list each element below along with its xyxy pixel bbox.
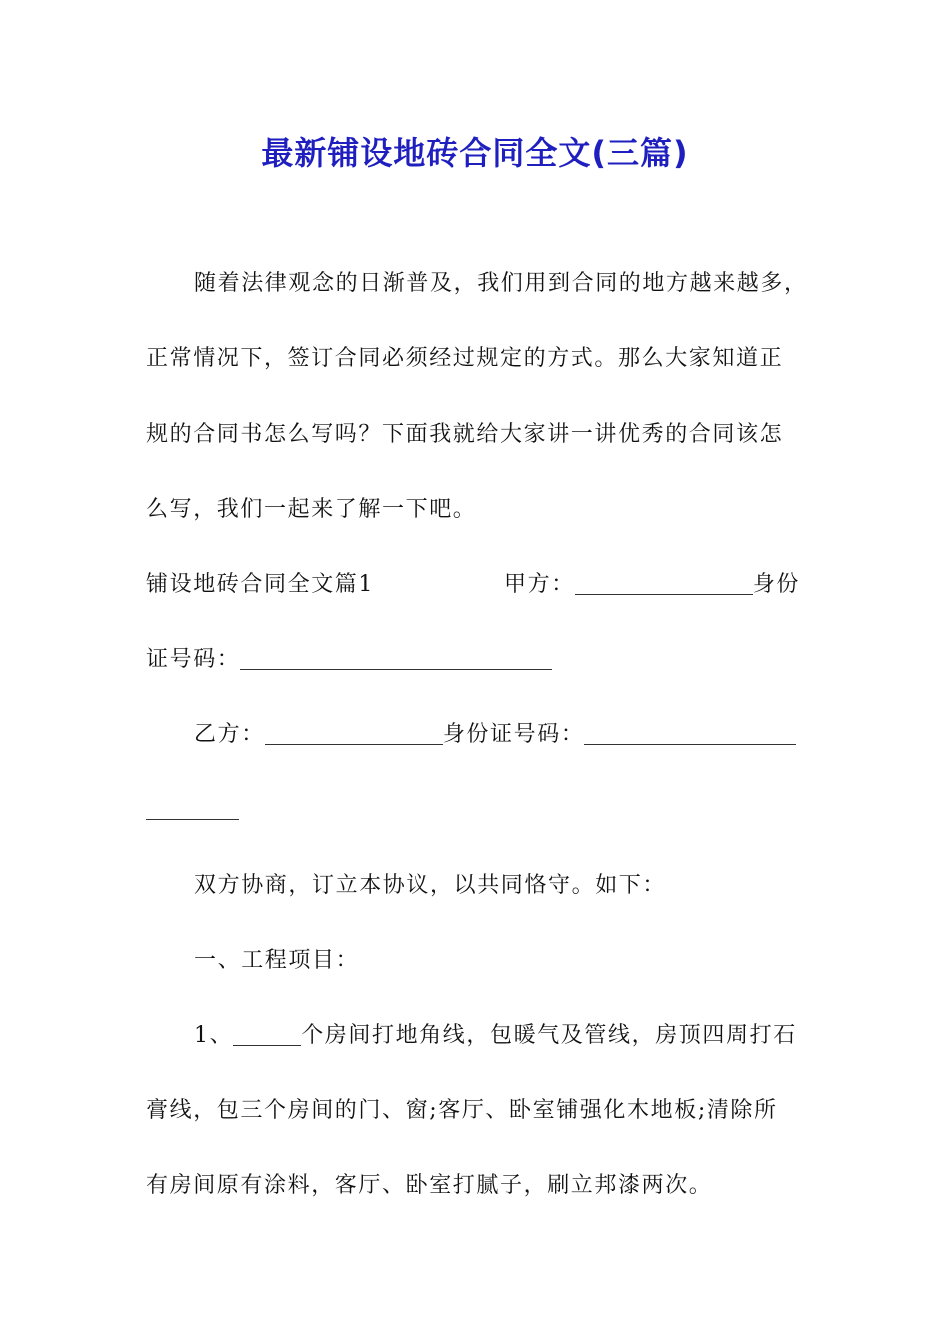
party-b-name-blank: [265, 722, 443, 745]
item1-prefix: 1、: [194, 1023, 234, 1048]
party-b-id-blank: [584, 722, 796, 745]
party-a-name-blank: [575, 572, 753, 595]
intro-line-3: 规的合同书怎么写吗？下面我就给大家讲一讲优秀的合同该怎: [146, 422, 784, 447]
item1-line-1: [194, 1016, 797, 1056]
agreement-line: 双方协商，订立本协议，以共同恪守。如下：: [194, 873, 667, 898]
item-heading: 一、工程项目：: [194, 948, 360, 973]
item1-line-3: 有房间原有涂料，客厅、卧室打腻子，刷立邦漆两次。: [146, 1173, 713, 1198]
party-a-id-blank: [240, 647, 552, 670]
party-b-row: [194, 715, 796, 755]
document-title: 最新铺设地砖合同全文(三篇): [261, 134, 689, 172]
section-heading: 铺设地砖合同全文篇1: [146, 572, 374, 597]
item1-line-2: 膏线，包三个房间的门、窗;客厅、卧室铺强化木地板;清除所: [146, 1098, 778, 1123]
item1-line-1-text: 个房间打地角线，包暖气及管线，房顶四周打石: [301, 1023, 797, 1048]
party-a-id-label-end: 证号码：: [146, 647, 241, 672]
intro-line-2: 正常情况下，签订合同必须经过规定的方式。那么大家知道正: [146, 346, 784, 371]
section-heading-row: [146, 565, 374, 605]
intro-line-4: 么写，我们一起来了解一下吧。: [146, 497, 477, 522]
party-a-id-label-start: 身份: [752, 572, 801, 597]
party-b-id-label: 身份证号码：: [442, 722, 585, 747]
party-b-id-blank-continued-row: [146, 790, 239, 830]
party-a-label: 甲方：: [504, 572, 575, 597]
room-count-blank: [233, 1023, 301, 1046]
party-b-id-blank-continued: [146, 797, 239, 820]
intro-line-1: 随着法律观念的日渐普及，我们用到合同的地方越来越多，: [194, 271, 808, 296]
party-a-id-row: [146, 640, 552, 680]
party-b-label: 乙方：: [194, 722, 265, 747]
party-a-row: [504, 565, 800, 605]
